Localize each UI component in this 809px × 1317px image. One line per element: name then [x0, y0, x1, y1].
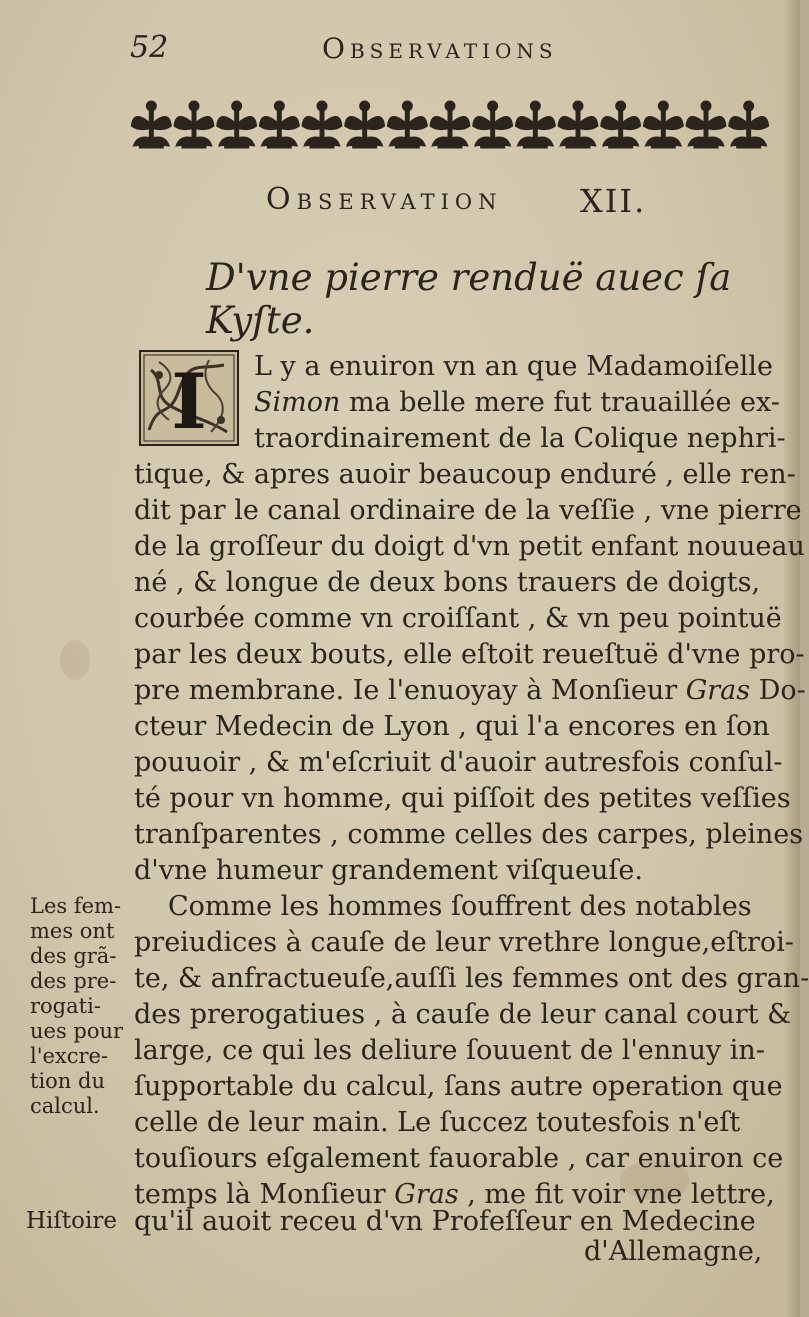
- margin-note-line: Hiſtoire: [26, 1208, 117, 1234]
- fleuron-icon: [686, 101, 726, 148]
- body-line: par les deux bouts, elle eſtoit reueſtuë d'vne pro-: [134, 639, 805, 670]
- margin-note-line: tion du: [30, 1069, 105, 1093]
- running-head-title: Observations: [322, 32, 558, 65]
- body-line: de la groſſeur du doigt d'vn petit enfant nouueau: [134, 531, 805, 562]
- body-line: te, & anfractueuſe,auſſi les femmes ont des gran-: [134, 963, 809, 994]
- margin-note-line: des grã-: [30, 944, 117, 968]
- fleuron-icon: [729, 101, 769, 148]
- body-line: tranſparentes , comme celles des carpes, pleines: [134, 819, 804, 850]
- body-line: Simon ma belle mere fut trauaillée ex-: [254, 387, 780, 418]
- decorated-initial-icon: [139, 350, 239, 446]
- fleuron-icon: [601, 101, 641, 148]
- margin-note-line: ues pour: [30, 1019, 124, 1043]
- body-line: ſupportable du calcul, ſans autre operation que: [134, 1071, 783, 1102]
- body-line: qu'il auoit receu d'vn Profeſſeur en Medecine: [134, 1206, 756, 1237]
- body-line: celle de leur main. Le ſuccez toutesfois n'eſt: [134, 1107, 741, 1138]
- body-line: dit par le canal ordinaire de la veſſie , vne pierre: [134, 495, 802, 526]
- margin-note-line: mes ont: [30, 919, 115, 943]
- body-line: d'vne humeur grandement viſqueuſe.: [134, 855, 643, 886]
- fleuron-icon: [131, 101, 171, 148]
- body-line: L y a enuiron vn an que Madamoiſelle: [254, 351, 773, 382]
- margin-note-line: Les fem-: [30, 894, 122, 918]
- body-line: des prerogatiues , à cauſe de leur canal court &: [134, 999, 792, 1030]
- body-line: courbée comme vn croiſſant , & vn peu pointuë: [134, 603, 782, 634]
- fleuron-icon: [259, 101, 299, 148]
- body-line: té pour vn homme, qui piſſoit des petites veſſies: [134, 783, 791, 814]
- fleuron-icon: [473, 101, 513, 148]
- body-line: preiudices à cauſe de leur vrethre longue,eſtroi-: [134, 927, 794, 958]
- catchword: d'Allemagne,: [584, 1236, 763, 1267]
- observation-subtitle: D'vne pierre renduë auec ſa Kyſte.: [206, 256, 732, 342]
- fleuron-icon: [558, 101, 598, 148]
- fleuron-icon: [430, 101, 470, 148]
- body-line: cteur Medecin de Lyon , qui l'a encores en ſon: [134, 711, 770, 742]
- running-head: [130, 30, 670, 70]
- fleuron-icon: [302, 101, 342, 148]
- margin-note-line: des pre-: [30, 969, 117, 993]
- fleuron-band-icon: [130, 98, 770, 152]
- body-line: pouuoir , & m'eſcriuit d'auoir autresfois conſul-: [134, 747, 783, 778]
- fleuron-icon: [387, 101, 427, 148]
- margin-note-line: rogati-: [30, 994, 101, 1018]
- fleuron-icon: [515, 101, 555, 148]
- page-number: 52: [130, 30, 169, 65]
- fleuron-icon: [174, 101, 214, 148]
- observation-heading: Observation: [266, 182, 503, 217]
- margin-note-line: l'excre-: [30, 1044, 109, 1068]
- fleuron-band-graphic: [130, 98, 770, 152]
- body-line: Comme les hommes ſouffrent des notables: [168, 891, 752, 922]
- body-line: traordinairement de la Colique nephri-: [254, 423, 786, 454]
- fleuron-icon: [643, 101, 683, 148]
- body-line: né , & longue de deux bons trauers de doigts,: [134, 567, 761, 598]
- body-line: pre membrane. Ie l'enuoyay à Monſieur Gras Do-: [134, 675, 806, 706]
- drop-cap-letter: I: [171, 357, 207, 446]
- margin-note-line: calcul.: [30, 1094, 100, 1118]
- body-line: large, ce qui les deliure ſouuent de l'ennuy in-: [134, 1035, 765, 1066]
- body-line: tique, & apres auoir beaucoup enduré , elle ren-: [134, 459, 796, 490]
- observation-number: XII.: [580, 182, 647, 220]
- fleuron-icon: [217, 101, 257, 148]
- fleuron-icon: [345, 101, 385, 148]
- paper-stain: [60, 640, 90, 680]
- body-line: touſiours eſgalement fauorable , car enuiron ce: [134, 1143, 784, 1174]
- body-line: temps là Monſieur Gras , me fit voir vne lettre,: [134, 1179, 775, 1210]
